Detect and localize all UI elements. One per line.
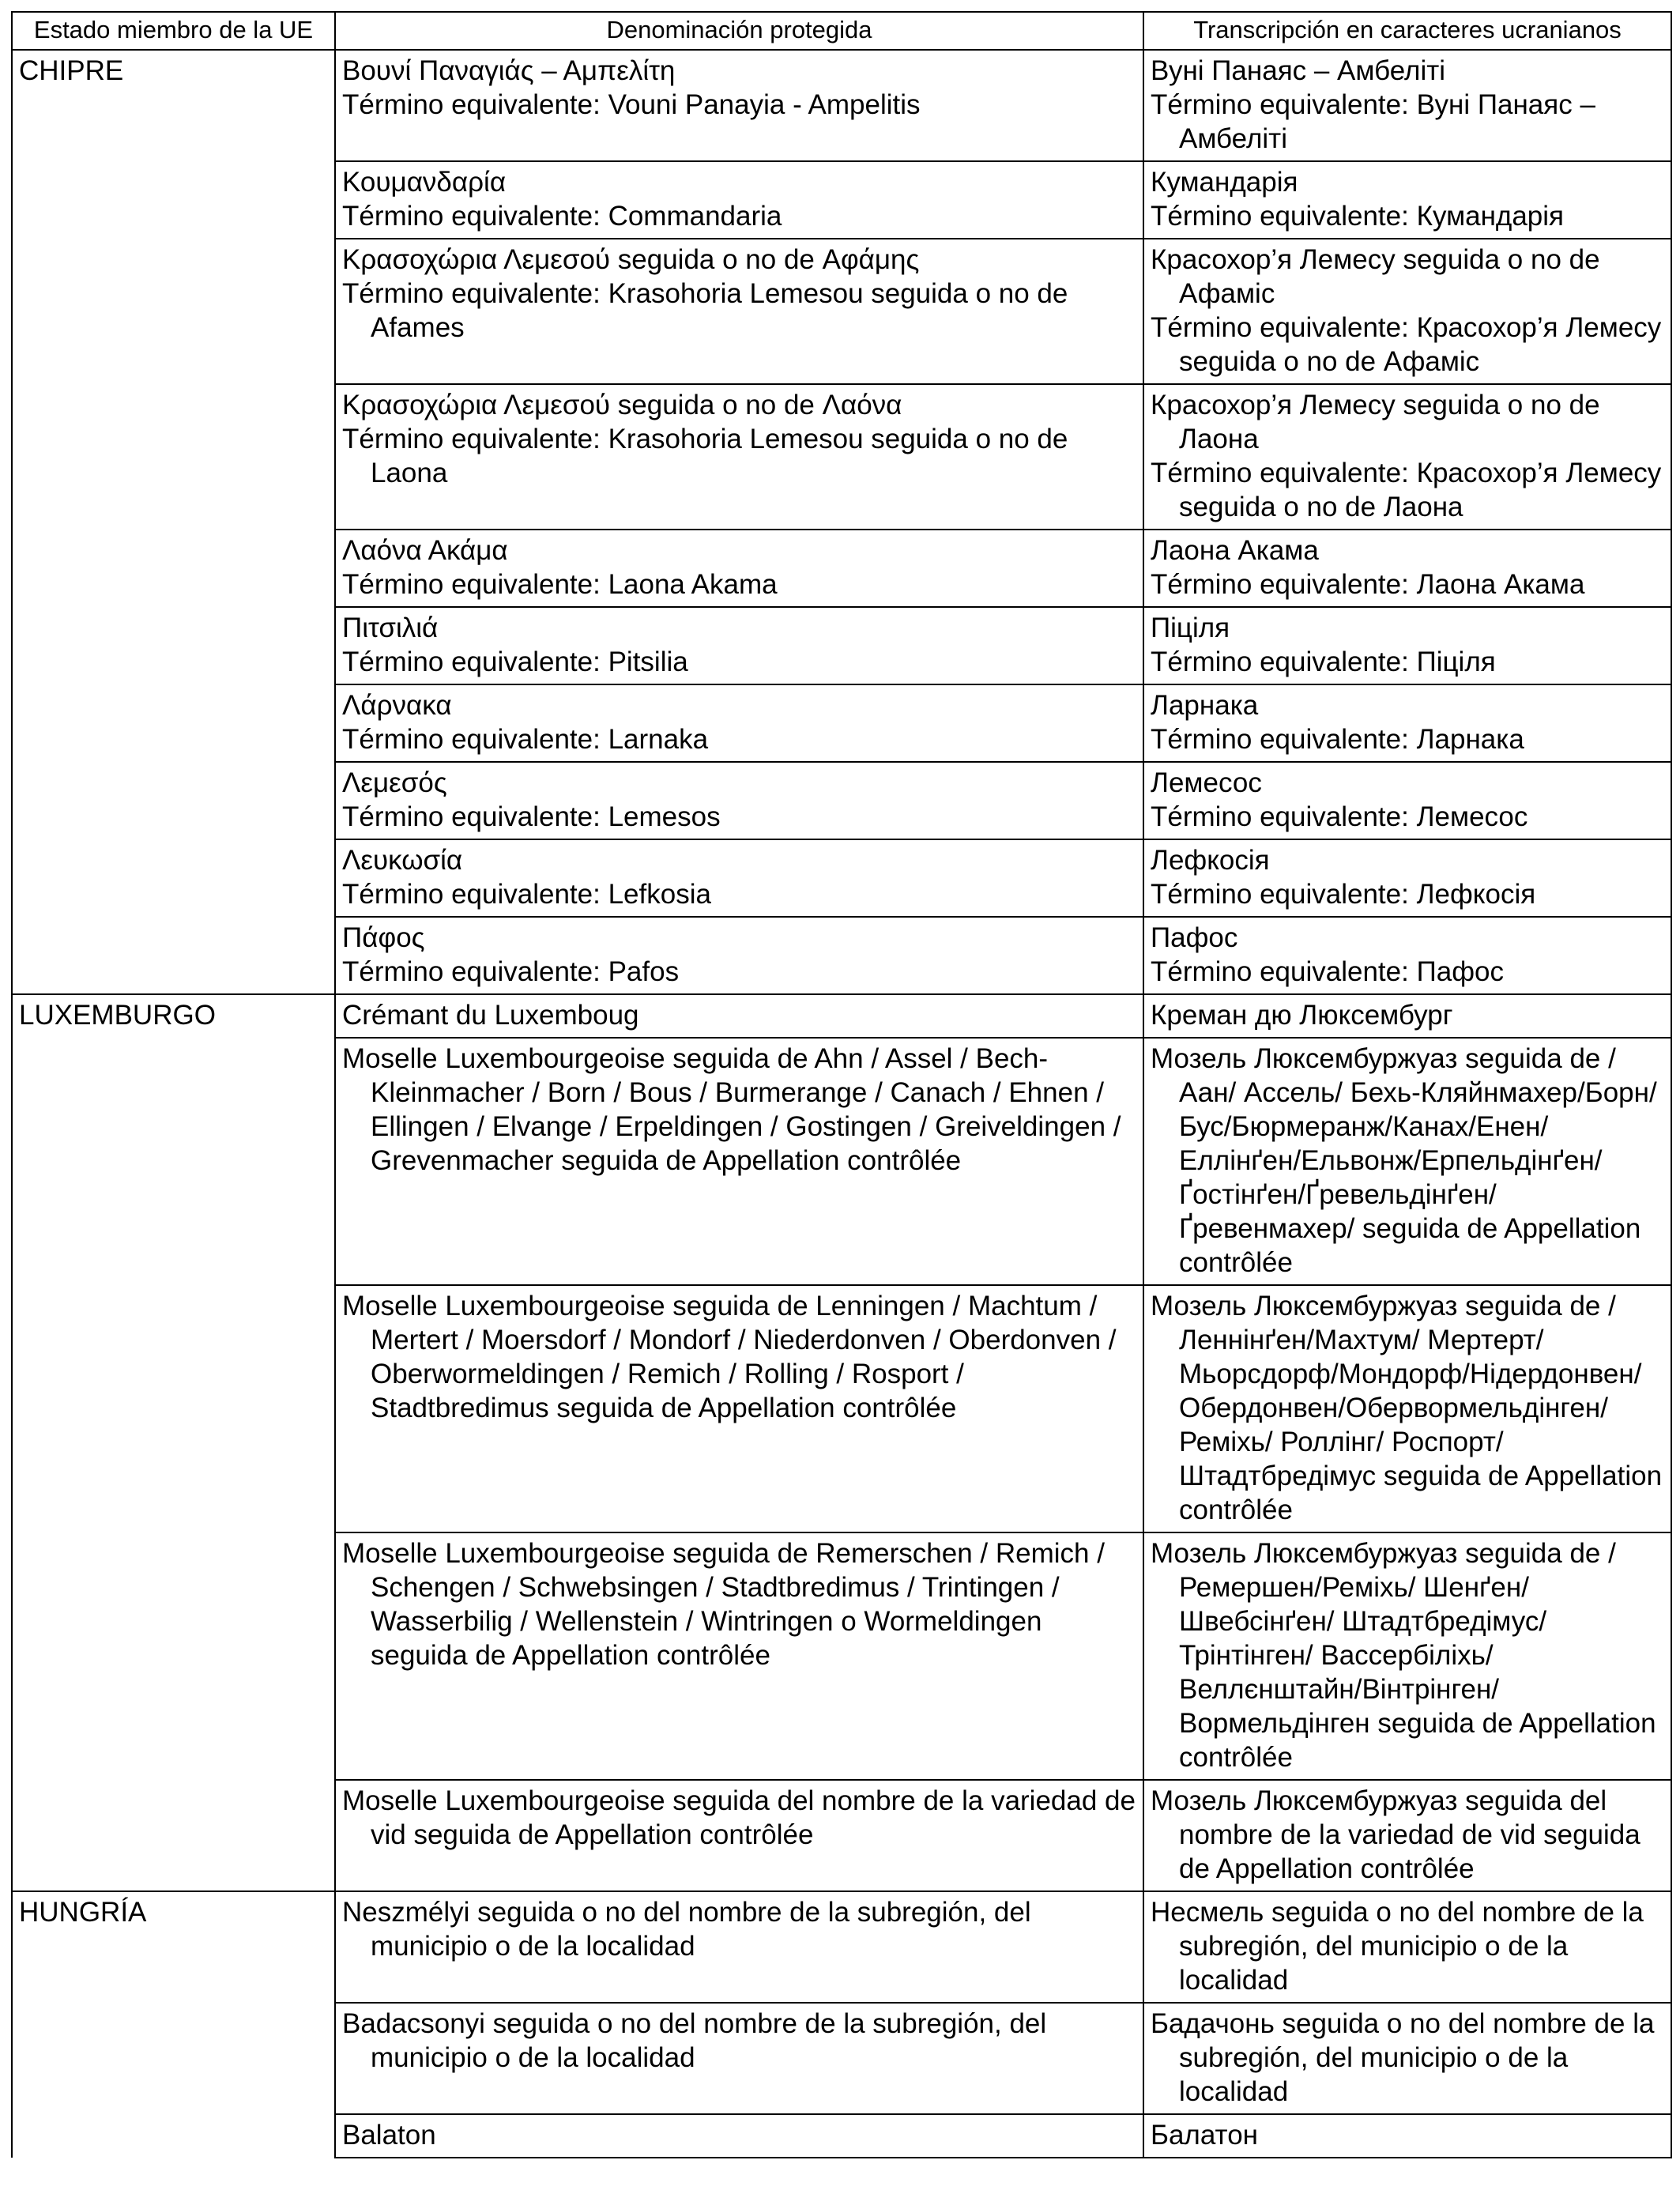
ukrainian-transcription-cell [1143, 684, 1671, 762]
ukrainian-transcription-cell [1143, 762, 1671, 839]
protected-name-line: Balaton [342, 2120, 436, 2151]
protected-name-cell [335, 1532, 1143, 1780]
protected-name-cell [335, 2003, 1143, 2114]
ukrainian-line: Término equivalente: Лаона Акама [1151, 569, 1585, 600]
protected-name-cell [335, 762, 1143, 839]
ukrainian-transcription-cell [1143, 384, 1671, 530]
ukrainian-line: Término equivalente: Лемесос [1151, 801, 1528, 832]
member-state-cell [12, 384, 335, 530]
ukrainian-line: Пафос [1151, 922, 1238, 953]
protected-name-line: Término equivalente: Lefkosia [342, 879, 711, 910]
ukrainian-line: Término equivalente: Вуні Панаяс – Амбеліті [1151, 89, 1595, 154]
member-state-cell [12, 607, 335, 684]
ukrainian-line: Мозель Люксембуржуаз seguida de / Ремершен/Реміхь/ Шенґен/ Швебсінґен/ Штадтбредімус/ Трінтінген/ Вассербіліхь/ Веллєнштайн/Вінтрінген/ Вормельдінген seguida de Appellation contrôlée [1151, 1538, 1656, 1773]
ukrainian-line: Término equivalente: Пафос [1151, 956, 1504, 987]
ukrainian-transcription-cell [1143, 50, 1671, 161]
protected-name-cell [335, 384, 1143, 530]
ukrainian-transcription-cell [1143, 161, 1671, 239]
protected-name-line: Λεμεσός [342, 767, 447, 798]
ukrainian-transcription-cell [1143, 994, 1671, 1038]
protected-name-line: Badacsonyi seguida o no del nombre de la subregión, del municipio o de la localidad [342, 2008, 1047, 2073]
ukrainian-line: Término equivalente: Піціля [1151, 647, 1496, 677]
protected-name-cell [335, 50, 1143, 161]
protected-name-line: Término equivalente: Commandaria [342, 201, 782, 232]
ukrainian-transcription-cell [1143, 1285, 1671, 1532]
ukrainian-line: Término equivalente: Красохор’я Лемесу seguida o no de Лаона [1151, 458, 1662, 522]
protected-name-line: Πιτσιλιά [342, 613, 439, 643]
header-protected-name: Denominación protegida [335, 12, 1143, 50]
table-row [12, 839, 1671, 917]
ukrainian-line: Красохор’я Лемесу seguida o no de Лаона [1151, 390, 1600, 454]
table-row [12, 384, 1671, 530]
protected-name-line: Término equivalente: Vouni Panayia - Ampelitis [342, 89, 921, 120]
ukrainian-transcription-cell [1143, 1891, 1671, 2003]
ukrainian-transcription-cell [1143, 1780, 1671, 1891]
protected-name-cell [335, 1780, 1143, 1891]
protected-name-cell [335, 839, 1143, 917]
protected-name-line: Βουνί Παναγιάς – Αμπελίτη [342, 55, 676, 86]
table-row [12, 1038, 1671, 1285]
protected-name-line: Λάρνακα [342, 690, 452, 721]
member-state-cell [12, 1038, 335, 1285]
protected-name-line: Neszmélyi seguida o no del nombre de la subregión, del municipio o de la localidad [342, 1897, 1031, 1962]
protected-name-line: Κουμανδαρία [342, 167, 507, 198]
protected-name-line: Κρασοχώρια Λεμεσού seguida o no de Λαόνα [342, 390, 902, 420]
protected-name-cell [335, 607, 1143, 684]
member-state-cell [12, 2114, 335, 2158]
ukrainian-transcription-cell [1143, 2003, 1671, 2114]
ukrainian-transcription-cell [1143, 839, 1671, 917]
protected-name-cell [335, 239, 1143, 384]
member-state-cell: LUXEMBURGO [12, 994, 335, 1038]
ukrainian-line: Лаона Акама [1151, 535, 1319, 566]
table-row [12, 1285, 1671, 1532]
header-row [12, 12, 1671, 50]
ukrainian-line: Término equivalente: Кумандарія [1151, 201, 1565, 232]
protected-name-line: Crémant du Luxemboug [342, 1000, 639, 1031]
table-row [12, 530, 1671, 607]
protected-name-line: Término equivalente: Lemesos [342, 801, 721, 832]
member-state-cell [12, 239, 335, 384]
ukrainian-line: Вуні Панаяс – Амбеліті [1151, 55, 1446, 86]
member-state-cell [12, 1532, 335, 1780]
ukrainian-line: Лефкосія [1151, 845, 1270, 876]
protected-name-line: Término equivalente: Pafos [342, 956, 680, 987]
protected-name-cell [335, 1038, 1143, 1285]
protected-name-cell [335, 917, 1143, 994]
protected-name-line: Término equivalente: Pitsilia [342, 647, 688, 677]
ukrainian-transcription-cell [1143, 1038, 1671, 1285]
ukrainian-line: Мозель Люксембуржуаз seguida de / Аан/ Ассель/ Бехь-Кляйнмахер/Борн/Бус/Бюрмеранж/Канах/Енен/Еллінґен/Ельвонж/Ерпельдінґен/Ґостінґен/Ґревельдінґен/Ґревенмахер/ seguida de Appellation contrôlée [1151, 1043, 1657, 1278]
ukrainian-line: Піціля [1151, 613, 1230, 643]
member-state-cell [12, 2003, 335, 2114]
ukrainian-line: Балатон [1151, 2120, 1258, 2151]
ukrainian-line: Красохор’я Лемесу seguida o no de Афаміс [1151, 244, 1600, 309]
protected-name-cell [335, 161, 1143, 239]
ukrainian-line: Término equivalente: Ларнака [1151, 724, 1524, 755]
table-row [12, 239, 1671, 384]
ukrainian-line: Кумандарія [1151, 167, 1298, 198]
protected-name-line: Término equivalente: Krasohoria Lemesou seguida o no de Laona [342, 424, 1068, 488]
protected-name-line: Κρασοχώρια Λεμεσού seguida o no de Αφάμης [342, 244, 920, 275]
protected-name-line: Moselle Luxembourgeoise seguida de Remerschen / Remich / Schengen / Schwebsingen / Stadtbredimus / Trintingen / Wasserbilig / Wellenstein / Wintringen o Wormeldingen seguida de Appellation contrôlée [342, 1538, 1105, 1671]
member-state-cell [12, 917, 335, 994]
protected-name-line: Moselle Luxembourgeoise seguida de Ahn / Assel / Bech-Kleinmacher / Born / Bous / Burmerange / Canach / Ehnen / Ellingen / Elvange / Erpeldingen / Gostingen / Greiveldingen / Grevenmacher seguida de Appellation contrôlée [342, 1043, 1121, 1176]
ukrainian-transcription-cell [1143, 239, 1671, 384]
table-row [12, 1532, 1671, 1780]
protected-name-line: Término equivalente: Laona Akama [342, 569, 778, 600]
ukrainian-line: Несмель seguida o no del nombre de la subregión, del municipio o de la localidad [1151, 1897, 1644, 1996]
member-state-cell [12, 530, 335, 607]
ukrainian-transcription-cell [1143, 917, 1671, 994]
table-row [12, 607, 1671, 684]
header-ukrainian-transcription: Transcripción en caracteres ucranianos [1143, 12, 1671, 50]
table-row [12, 2114, 1671, 2158]
header-member-state: Estado miembro de la UE [12, 12, 335, 50]
protected-name-cell [335, 530, 1143, 607]
protected-name-line: Πάφος [342, 922, 425, 953]
protected-name-cell [335, 2114, 1143, 2158]
ukrainian-transcription-cell [1143, 530, 1671, 607]
member-state-cell [12, 762, 335, 839]
table-row [12, 994, 1671, 1038]
protected-name-line: Moselle Luxembourgeoise seguida de Lenningen / Machtum / Mertert / Moersdorf / Mondorf / Niederdonven / Oberdonven / Oberwormeldingen / Remich / Rolling / Rosport / Stadtbredimus seguida de Appellation contrôlée [342, 1291, 1117, 1423]
member-state-cell: HUNGRÍA [12, 1891, 335, 2003]
denominations-table [11, 11, 1672, 2158]
protected-name-cell [335, 1891, 1143, 2003]
ukrainian-line: Мозель Люксембуржуаз seguida del nombre de la variedad de vid seguida de Appellation contrôlée [1151, 1785, 1640, 1884]
ukrainian-line: Término equivalente: Лефкосія [1151, 879, 1536, 910]
ukrainian-line: Лемесос [1151, 767, 1262, 798]
table-row [12, 1891, 1671, 2003]
protected-name-line: Λευκωσία [342, 845, 463, 876]
member-state-cell [12, 684, 335, 762]
protected-name-line: Término equivalente: Larnaka [342, 724, 709, 755]
ukrainian-line: Ларнака [1151, 690, 1259, 721]
protected-name-cell [335, 994, 1143, 1038]
protected-name-line: Moselle Luxembourgeoise seguida del nombre de la variedad de vid seguida de Appellation contrôlée [342, 1785, 1136, 1850]
ukrainian-transcription-cell [1143, 1532, 1671, 1780]
ukrainian-line: Término equivalente: Красохор’я Лемесу seguida o no de Афаміс [1151, 312, 1662, 377]
member-state-cell [12, 839, 335, 917]
member-state-cell [12, 1285, 335, 1532]
ukrainian-line: Бадачонь seguida o no del nombre de la subregión, del municipio o de la localidad [1151, 2008, 1655, 2107]
table-row [12, 762, 1671, 839]
protected-name-cell [335, 1285, 1143, 1532]
table-row [12, 50, 1671, 161]
table-row [12, 917, 1671, 994]
table-row [12, 1780, 1671, 1891]
protected-name-cell [335, 684, 1143, 762]
protected-name-line: Término equivalente: Krasohoria Lemesou seguida o no de Afames [342, 278, 1068, 343]
protected-name-line: Λαόνα Ακάμα [342, 535, 508, 566]
member-state-cell: CHIPRE [12, 50, 335, 161]
member-state-cell [12, 1780, 335, 1891]
table-row [12, 684, 1671, 762]
ukrainian-transcription-cell [1143, 2114, 1671, 2158]
table-body [12, 50, 1671, 2158]
table-row [12, 161, 1671, 239]
ukrainian-line: Мозель Люксембуржуаз seguida de / Леннінґен/Махтум/ Мертерт/ Мьорсдорф/Мондорф/Нідердонвен/ Обердонвен/Обервормельдінген/ Реміхь/ Роллінг/ Роспорт/Штадтбредімус seguida de Appellation contrôlée [1151, 1291, 1663, 1525]
table-row [12, 2003, 1671, 2114]
member-state-cell [12, 161, 335, 239]
ukrainian-line: Креман дю Люксембург [1151, 1000, 1453, 1031]
ukrainian-transcription-cell [1143, 607, 1671, 684]
